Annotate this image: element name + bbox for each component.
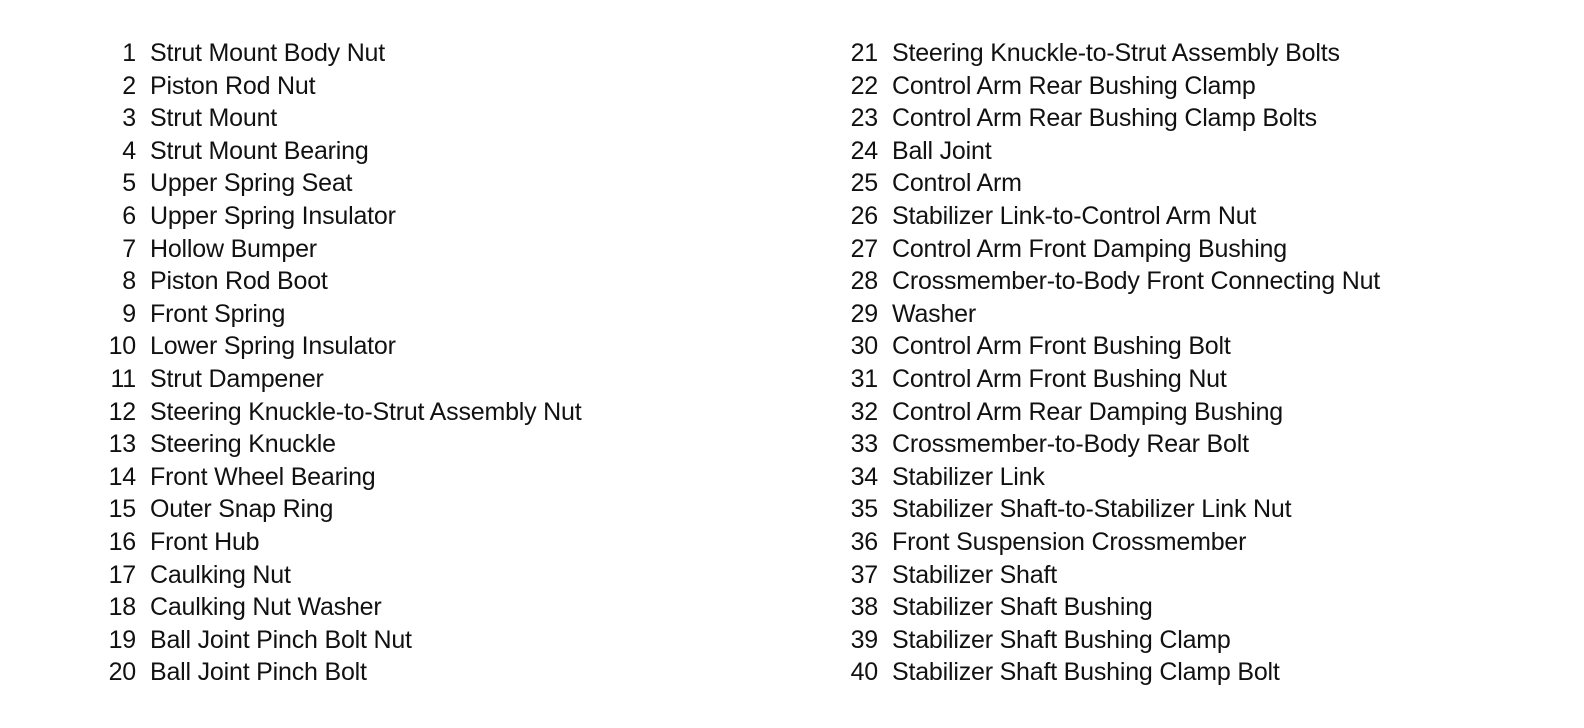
- legend-item-name: Front Spring: [150, 299, 286, 328]
- legend-item-number: 16: [108, 527, 136, 556]
- legend-column-right: [838, 37, 1538, 689]
- legend-item-name: Hollow Bumper: [150, 234, 317, 263]
- legend-item-name: Control Arm Front Bushing Nut: [892, 364, 1227, 393]
- legend-item-number: 38: [850, 593, 878, 622]
- legend-item: [838, 265, 1538, 298]
- legend-item-number: 1: [122, 39, 136, 67]
- legend-item: [96, 461, 716, 494]
- legend-item-number: 25: [850, 169, 878, 198]
- legend-item: [838, 526, 1538, 559]
- legend-item-name: Stabilizer Link: [892, 462, 1045, 491]
- legend-item: [838, 559, 1538, 592]
- legend-item-name: Stabilizer Shaft: [892, 560, 1057, 589]
- legend-item: [96, 396, 716, 429]
- legend-item: [838, 428, 1538, 461]
- legend-item-name: Control Arm: [892, 169, 1022, 198]
- legend-item-number: 23: [850, 104, 878, 133]
- legend-item-name: Outer Snap Ring: [150, 495, 334, 524]
- legend-item: [838, 298, 1538, 331]
- legend-item: [838, 363, 1538, 396]
- legend-item-number: 29: [850, 299, 878, 328]
- legend-item: [96, 624, 716, 657]
- legend-item-name: Stabilizer Shaft-to-Stabilizer Link Nut: [892, 495, 1292, 524]
- legend-item-number: 36: [850, 527, 878, 556]
- legend-item-name: Crossmember-to-Body Rear Bolt: [892, 430, 1249, 459]
- legend-item-name: Caulking Nut: [150, 560, 291, 589]
- legend-item-number: 30: [850, 332, 878, 361]
- legend-item: [838, 200, 1538, 233]
- legend-item-number: 35: [850, 495, 878, 524]
- legend-item-name: Stabilizer Link-to-Control Arm Nut: [892, 201, 1257, 230]
- legend-item-number: 7: [122, 234, 136, 263]
- legend-item-number: 8: [122, 267, 136, 296]
- legend-item: [838, 396, 1538, 429]
- legend-item-number: 6: [122, 201, 136, 230]
- legend-item-number: 37: [850, 560, 878, 589]
- legend-item-number: 20: [108, 658, 136, 687]
- legend-item-number: 10: [108, 332, 136, 361]
- legend-item: [838, 167, 1538, 200]
- legend-item: [96, 526, 716, 559]
- legend-item: [96, 591, 716, 624]
- legend-item-number: 19: [108, 625, 136, 654]
- legend-item-number: 3: [122, 104, 136, 133]
- legend-item-number: 22: [850, 71, 878, 100]
- legend-item-name: Ball Joint Pinch Bolt Nut: [150, 625, 412, 654]
- legend-item: [96, 200, 716, 233]
- legend-item-name: Strut Dampener: [150, 364, 324, 393]
- legend-item: [838, 330, 1538, 363]
- legend-item-name: Stabilizer Shaft Bushing Clamp: [892, 625, 1231, 654]
- legend-item-name: Control Arm Front Bushing Bolt: [892, 332, 1231, 361]
- legend-item-number: 24: [850, 136, 878, 165]
- legend-item-name: Piston Rod Boot: [150, 267, 328, 296]
- legend-item-name: Piston Rod Nut: [150, 71, 316, 100]
- legend-item-number: 32: [850, 397, 878, 426]
- legend-item: [838, 135, 1538, 168]
- legend-item-name: Control Arm Rear Bushing Clamp Bolts: [892, 104, 1317, 133]
- legend-item-name: Ball Joint: [892, 136, 992, 165]
- legend-item: [838, 591, 1538, 624]
- legend-item: [96, 135, 716, 168]
- legend-column-left: [96, 37, 716, 689]
- legend-item-name: Steering Knuckle-to-Strut Assembly Bolts: [892, 39, 1340, 67]
- legend-item-number: 4: [122, 136, 136, 165]
- legend-item-name: Stabilizer Shaft Bushing Clamp Bolt: [892, 658, 1280, 687]
- legend-item-name: Stabilizer Shaft Bushing: [892, 593, 1153, 622]
- legend-item-number: 21: [850, 39, 878, 67]
- legend-item-number: 26: [850, 201, 878, 230]
- legend-item: [96, 493, 716, 526]
- legend-item-number: 28: [850, 267, 878, 296]
- legend-item-number: 17: [108, 560, 136, 589]
- legend-item-name: Front Suspension Crossmember: [892, 527, 1247, 556]
- legend-item: [838, 493, 1538, 526]
- legend-item: [838, 656, 1538, 689]
- legend-item-number: 18: [108, 593, 136, 622]
- legend-item-name: Upper Spring Insulator: [150, 201, 396, 230]
- legend-item: [838, 37, 1538, 70]
- legend-item: [96, 330, 716, 363]
- legend-item: [96, 102, 716, 135]
- legend-item-name: Steering Knuckle: [150, 430, 336, 459]
- legend-item-number: 33: [850, 430, 878, 459]
- legend-item-name: Lower Spring Insulator: [150, 332, 396, 361]
- legend-item: [96, 363, 716, 396]
- legend-item-name: Upper Spring Seat: [150, 169, 353, 198]
- legend-item: [96, 167, 716, 200]
- legend-item-number: 34: [850, 462, 878, 491]
- legend-item-number: 14: [108, 462, 136, 491]
- legend-item: [96, 559, 716, 592]
- legend-item: [96, 428, 716, 461]
- legend-item: [838, 233, 1538, 266]
- legend-item-number: 2: [122, 71, 136, 100]
- legend-item-name: Crossmember-to-Body Front Connecting Nut: [892, 267, 1381, 296]
- legend-item: [96, 656, 716, 689]
- legend-item-number: 12: [108, 397, 136, 426]
- legend-item-number: 9: [122, 299, 136, 328]
- legend-item: [838, 461, 1538, 494]
- parts-legend: [0, 37, 1584, 697]
- legend-item-name: Front Hub: [150, 527, 260, 556]
- legend-item: [838, 624, 1538, 657]
- legend-item: [96, 298, 716, 331]
- legend-item-name: Strut Mount: [150, 104, 278, 133]
- legend-item-number: 15: [108, 495, 136, 524]
- legend-item-number: 11: [110, 364, 136, 393]
- legend-item-number: 5: [122, 169, 136, 198]
- legend-item-name: Steering Knuckle-to-Strut Assembly Nut: [150, 397, 582, 426]
- legend-item: [96, 265, 716, 298]
- legend-item-number: 27: [850, 234, 878, 263]
- legend-item-name: Ball Joint Pinch Bolt: [150, 658, 367, 687]
- legend-item-name: Front Wheel Bearing: [150, 462, 376, 491]
- legend-item-name: Control Arm Front Damping Bushing: [892, 234, 1287, 263]
- legend-item-number: 31: [850, 364, 878, 393]
- legend-item-number: 39: [850, 625, 878, 654]
- legend-item-name: Control Arm Rear Damping Bushing: [892, 397, 1283, 426]
- legend-item: [96, 37, 716, 70]
- legend-item-name: Washer: [892, 299, 977, 328]
- legend-item-number: 13: [108, 430, 136, 459]
- legend-item-name: Strut Mount Bearing: [150, 136, 369, 165]
- legend-item: [838, 102, 1538, 135]
- legend-item-name: Control Arm Rear Bushing Clamp: [892, 71, 1256, 100]
- legend-item-number: 40: [850, 658, 878, 687]
- legend-item: [96, 70, 716, 103]
- legend-item-name: Strut Mount Body Nut: [150, 39, 386, 67]
- legend-item: [96, 233, 716, 266]
- legend-item: [838, 70, 1538, 103]
- legend-item-name: Caulking Nut Washer: [150, 593, 382, 622]
